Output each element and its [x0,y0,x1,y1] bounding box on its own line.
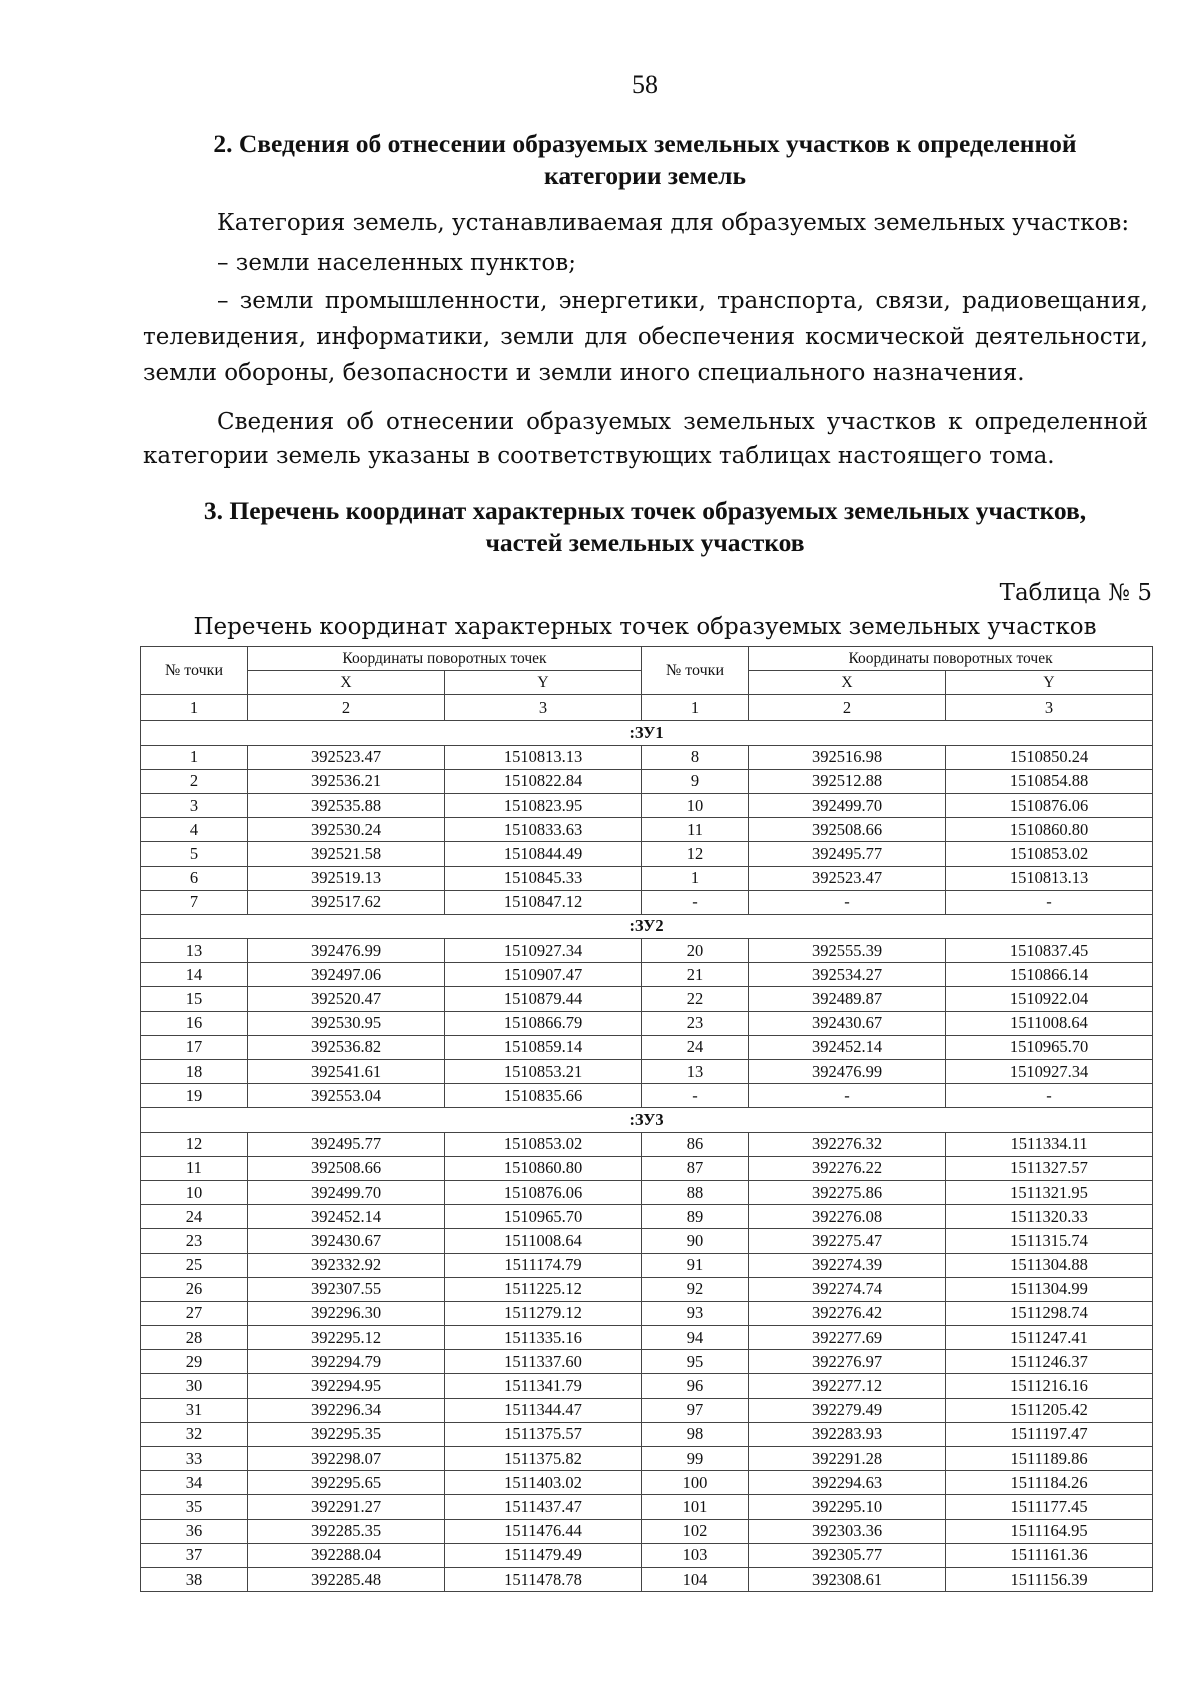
table-row [141,1205,1153,1229]
x-coordinate-cell: 392285.48 [248,1567,445,1591]
point-number-cell: 27 [141,1301,248,1325]
y-coordinate-cell: 1511341.79 [445,1374,642,1398]
x-coordinate-cell: 392296.30 [248,1301,445,1325]
x-coordinate-cell: 392294.63 [749,1471,946,1495]
y-coordinate-cell: 1511156.39 [946,1567,1153,1591]
x-coordinate-cell: 392276.22 [749,1156,946,1180]
point-number-cell: 93 [642,1301,749,1325]
x-coordinate-cell: 392499.70 [248,1180,445,1204]
x-coordinate-cell: 392294.95 [248,1374,445,1398]
point-number-cell: 31 [141,1398,248,1422]
category-note: Сведения об отнесении образуемых земельных участков к определенной категории земель указаны в соответствующих таблицах настоящего тома. [143,409,1148,469]
section-3-heading [140,495,1150,559]
x-coordinate-cell: 392291.27 [248,1495,445,1519]
y-coordinate-cell: 1511334.11 [946,1132,1153,1156]
x-coordinate-cell: 392452.14 [749,1035,946,1059]
section-row [141,1108,1153,1132]
x-coordinate-cell: 392277.12 [749,1374,946,1398]
x-coordinate-cell: 392541.61 [248,1060,445,1084]
table-row [141,1253,1153,1277]
point-number-cell: 12 [141,1132,248,1156]
table-row [141,745,1153,769]
x-coordinate-cell: 392298.07 [248,1447,445,1471]
point-number-cell: 35 [141,1495,248,1519]
point-number-cell: 13 [642,1060,749,1084]
y-coordinate-cell: 1510813.13 [445,745,642,769]
x-coordinate-cell: 392294.79 [248,1350,445,1374]
x-coordinate-cell: 392291.28 [749,1447,946,1471]
y-coordinate-cell: 1511321.95 [946,1180,1153,1204]
point-number-cell: 89 [642,1205,749,1229]
point-number-cell: 23 [141,1229,248,1253]
section-3-heading-line2: частей земельных участков [485,528,805,557]
y-coordinate-cell: 1511279.12 [445,1301,642,1325]
x-coordinate-cell: 392536.82 [248,1035,445,1059]
x-coordinate-cell: 392276.32 [749,1132,946,1156]
column-index: 1 [642,695,749,721]
y-coordinate-cell: 1510833.63 [445,818,642,842]
y-coordinate-cell: 1511320.33 [946,1205,1153,1229]
y-coordinate-cell: 1510965.70 [946,1035,1153,1059]
point-number-cell: 19 [141,1084,248,1108]
y-coordinate-cell: 1510853.21 [445,1060,642,1084]
x-coordinate-cell: 392308.61 [749,1567,946,1591]
point-number-cell: - [642,1084,749,1108]
point-number-cell: 100 [642,1471,749,1495]
y-coordinate-cell: 1510850.24 [946,745,1153,769]
x-coordinate-cell: 392275.86 [749,1180,946,1204]
point-number-cell: 90 [642,1229,749,1253]
x-coordinate-cell: 392452.14 [248,1205,445,1229]
y-coordinate-cell: 1510823.95 [445,793,642,817]
header-point-number: № точки [642,647,749,695]
y-coordinate-cell: 1510845.33 [445,866,642,890]
x-coordinate-cell: - [749,890,946,914]
x-coordinate-cell: 392283.93 [749,1422,946,1446]
point-number-cell: 8 [642,745,749,769]
point-number-cell: 32 [141,1422,248,1446]
point-number-cell: - [642,890,749,914]
point-number-cell: 24 [642,1035,749,1059]
y-coordinate-cell: 1510879.44 [445,987,642,1011]
table-row [141,1422,1153,1446]
y-coordinate-cell: 1511298.74 [946,1301,1153,1325]
point-number-cell: 26 [141,1277,248,1301]
point-number-cell: 23 [642,1011,749,1035]
y-coordinate-cell: 1510844.49 [445,842,642,866]
x-coordinate-cell: 392534.27 [749,963,946,987]
table-row [141,1567,1153,1591]
y-coordinate-cell: 1511161.36 [946,1543,1153,1567]
table-row [141,1060,1153,1084]
x-coordinate-cell: 392430.67 [749,1011,946,1035]
y-coordinate-cell: 1511403.02 [445,1471,642,1495]
point-number-cell: 37 [141,1543,248,1567]
x-coordinate-cell: 392274.74 [749,1277,946,1301]
y-coordinate-cell: 1510859.14 [445,1035,642,1059]
point-number-cell: 22 [642,987,749,1011]
y-coordinate-cell: 1511344.47 [445,1398,642,1422]
point-number-cell: 7 [141,890,248,914]
table-row [141,842,1153,866]
point-number-cell: 4 [141,818,248,842]
x-coordinate-cell: 392276.42 [749,1301,946,1325]
point-number-cell: 10 [642,793,749,817]
x-coordinate-cell: 392523.47 [749,866,946,890]
point-number-cell: 96 [642,1374,749,1398]
column-index: 3 [445,695,642,721]
point-number-cell: 28 [141,1326,248,1350]
point-number-cell: 9 [642,769,749,793]
x-coordinate-cell: 392307.55 [248,1277,445,1301]
x-coordinate-cell: 392517.62 [248,890,445,914]
x-coordinate-cell: 392430.67 [248,1229,445,1253]
point-number-cell: 36 [141,1519,248,1543]
y-coordinate-cell: 1511479.49 [445,1543,642,1567]
point-number-cell: 6 [141,866,248,890]
category-item-industry: – земли промышленности, энергетики, транспорта, связи, радиовещания, телевидения, информатики, земли для обеспечения космической деятельности, земли обороны, безопасности и земли иного специального назначения. [143,288,1148,386]
x-coordinate-cell: 392295.35 [248,1422,445,1446]
section-label: :ЗУ3 [141,1108,1153,1132]
table-row [141,1156,1153,1180]
table-row [141,1447,1153,1471]
point-number-cell: 20 [642,939,749,963]
y-coordinate-cell: 1510835.66 [445,1084,642,1108]
y-coordinate-cell: 1511246.37 [946,1350,1153,1374]
table-row [141,1011,1153,1035]
x-coordinate-cell: 392295.10 [749,1495,946,1519]
section-2-heading [140,128,1150,192]
y-coordinate-cell: 1510907.47 [445,963,642,987]
y-coordinate-cell: 1511008.64 [946,1011,1153,1035]
y-coordinate-cell: 1511008.64 [445,1229,642,1253]
point-number-cell: 21 [642,963,749,987]
point-number-cell: 103 [642,1543,749,1567]
y-coordinate-cell: 1511304.88 [946,1253,1153,1277]
y-coordinate-cell: 1510813.13 [946,866,1153,890]
header-y: Y [946,671,1153,695]
point-number-cell: 11 [642,818,749,842]
x-coordinate-cell: 392277.69 [749,1326,946,1350]
table-row [141,963,1153,987]
y-coordinate-cell: 1511337.60 [445,1350,642,1374]
section-row [141,914,1153,938]
point-number-cell: 33 [141,1447,248,1471]
y-coordinate-cell: 1511327.57 [946,1156,1153,1180]
table-row [141,987,1153,1011]
x-coordinate-cell: 392519.13 [248,866,445,890]
y-coordinate-cell: 1511216.16 [946,1374,1153,1398]
x-coordinate-cell: 392508.66 [248,1156,445,1180]
table-row [141,1495,1153,1519]
coordinates-table [140,646,1153,1592]
table-body [141,721,1153,1592]
point-number-cell: 17 [141,1035,248,1059]
y-coordinate-cell: 1510854.88 [946,769,1153,793]
section-label: :ЗУ2 [141,914,1153,938]
x-coordinate-cell: 392332.92 [248,1253,445,1277]
y-coordinate-cell: 1510822.84 [445,769,642,793]
point-number-cell: 2 [141,769,248,793]
section-3-heading-line1: 3. Перечень координат характерных точек образуемых земельных участков, [203,496,1087,525]
y-coordinate-cell: 1511304.99 [946,1277,1153,1301]
y-coordinate-cell: 1510876.06 [445,1180,642,1204]
point-number-cell: 12 [642,842,749,866]
table-row [141,1543,1153,1567]
point-number-cell: 13 [141,939,248,963]
x-coordinate-cell: 392516.98 [749,745,946,769]
x-coordinate-cell: 392285.35 [248,1519,445,1543]
table-row [141,793,1153,817]
y-coordinate-cell: 1510876.06 [946,793,1153,817]
x-coordinate-cell: 392523.47 [248,745,445,769]
y-coordinate-cell: 1511164.95 [946,1519,1153,1543]
point-number-cell: 3 [141,793,248,817]
y-coordinate-cell: 1510922.04 [946,987,1153,1011]
y-coordinate-cell: - [946,890,1153,914]
point-number-cell: 1 [141,745,248,769]
y-coordinate-cell: - [946,1084,1153,1108]
category-item-settlements: – земли населенных пунктов; [217,250,576,276]
table-row [141,866,1153,890]
table-row [141,1519,1153,1543]
y-coordinate-cell: 1510965.70 [445,1205,642,1229]
x-coordinate-cell: 392489.87 [749,987,946,1011]
x-coordinate-cell: 392276.97 [749,1350,946,1374]
table-row [141,1132,1153,1156]
table-row [141,1350,1153,1374]
y-coordinate-cell: 1511247.41 [946,1326,1153,1350]
point-number-cell: 30 [141,1374,248,1398]
table-title: Перечень координат характерных точек образуемых земельных участков [193,614,1097,640]
x-coordinate-cell: 392495.77 [248,1132,445,1156]
table-row [141,1277,1153,1301]
y-coordinate-cell: 1510853.02 [445,1132,642,1156]
x-coordinate-cell: 392530.95 [248,1011,445,1035]
point-number-cell: 14 [141,963,248,987]
point-number-cell: 11 [141,1156,248,1180]
point-number-cell: 1 [642,866,749,890]
table-row [141,1374,1153,1398]
x-coordinate-cell: - [749,1084,946,1108]
y-coordinate-cell: 1511476.44 [445,1519,642,1543]
y-coordinate-cell: 1511205.42 [946,1398,1153,1422]
y-coordinate-cell: 1510860.80 [946,818,1153,842]
table-row [141,1398,1153,1422]
y-coordinate-cell: 1510866.79 [445,1011,642,1035]
page-number: 58 [632,70,658,99]
point-number-cell: 16 [141,1011,248,1035]
x-coordinate-cell: 392296.34 [248,1398,445,1422]
header-x: X [749,671,946,695]
point-number-cell: 98 [642,1422,749,1446]
x-coordinate-cell: 392476.99 [749,1060,946,1084]
point-number-cell: 24 [141,1205,248,1229]
y-coordinate-cell: 1511335.16 [445,1326,642,1350]
x-coordinate-cell: 392499.70 [749,793,946,817]
table-row [141,890,1153,914]
table-row [141,1180,1153,1204]
section-2-heading-line1: 2. Сведения об отнесении образуемых земельных участков к определенной [213,129,1077,158]
x-coordinate-cell: 392535.88 [248,793,445,817]
y-coordinate-cell: 1510866.14 [946,963,1153,987]
x-coordinate-cell: 392512.88 [749,769,946,793]
point-number-cell: 34 [141,1471,248,1495]
header-y: Y [445,671,642,695]
point-number-cell: 86 [642,1132,749,1156]
x-coordinate-cell: 392303.36 [749,1519,946,1543]
y-coordinate-cell: 1510927.34 [445,939,642,963]
section-2-heading-line2: категории земель [544,161,746,190]
column-index-row [141,695,1153,721]
point-number-cell: 102 [642,1519,749,1543]
x-coordinate-cell: 392275.47 [749,1229,946,1253]
section-label: :ЗУ1 [141,721,1153,745]
x-coordinate-cell: 392274.39 [749,1253,946,1277]
table-row [141,1229,1153,1253]
table-row [141,769,1153,793]
y-coordinate-cell: 1511315.74 [946,1229,1153,1253]
x-coordinate-cell: 392288.04 [248,1543,445,1567]
x-coordinate-cell: 392555.39 [749,939,946,963]
x-coordinate-cell: 392536.21 [248,769,445,793]
y-coordinate-cell: 1511375.82 [445,1447,642,1471]
x-coordinate-cell: 392279.49 [749,1398,946,1422]
table-row [141,1084,1153,1108]
point-number-cell: 38 [141,1567,248,1591]
point-number-cell: 92 [642,1277,749,1301]
y-coordinate-cell: 1510847.12 [445,890,642,914]
x-coordinate-cell: 392508.66 [749,818,946,842]
column-index: 1 [141,695,248,721]
y-coordinate-cell: 1511197.47 [946,1422,1153,1446]
y-coordinate-cell: 1510837.45 [946,939,1153,963]
table-row [141,1301,1153,1325]
x-coordinate-cell: 392521.58 [248,842,445,866]
point-number-cell: 5 [141,842,248,866]
x-coordinate-cell: 392497.06 [248,963,445,987]
y-coordinate-cell: 1511189.86 [946,1447,1153,1471]
x-coordinate-cell: 392305.77 [749,1543,946,1567]
section-row [141,721,1153,745]
y-coordinate-cell: 1511478.78 [445,1567,642,1591]
x-coordinate-cell: 392295.65 [248,1471,445,1495]
x-coordinate-cell: 392495.77 [749,842,946,866]
point-number-cell: 87 [642,1156,749,1180]
point-number-cell: 10 [141,1180,248,1204]
table-row [141,939,1153,963]
point-number-cell: 94 [642,1326,749,1350]
point-number-cell: 25 [141,1253,248,1277]
y-coordinate-cell: 1511225.12 [445,1277,642,1301]
point-number-cell: 29 [141,1350,248,1374]
column-index: 2 [749,695,946,721]
y-coordinate-cell: 1511184.26 [946,1471,1153,1495]
header-coordinates: Координаты поворотных точек [749,647,1153,671]
y-coordinate-cell: 1511375.57 [445,1422,642,1446]
x-coordinate-cell: 392520.47 [248,987,445,1011]
y-coordinate-cell: 1511174.79 [445,1253,642,1277]
y-coordinate-cell: 1510927.34 [946,1060,1153,1084]
y-coordinate-cell: 1510853.02 [946,842,1153,866]
point-number-cell: 15 [141,987,248,1011]
point-number-cell: 18 [141,1060,248,1084]
table-row [141,1326,1153,1350]
x-coordinate-cell: 392295.12 [248,1326,445,1350]
table-row [141,818,1153,842]
y-coordinate-cell: 1511177.45 [946,1495,1153,1519]
point-number-cell: 95 [642,1350,749,1374]
header-x: X [248,671,445,695]
category-intro: Категория земель, устанавливаемая для образуемых земельных участков: [217,210,1130,236]
header-coordinates: Координаты поворотных точек [248,647,642,671]
point-number-cell: 104 [642,1567,749,1591]
table-row [141,1035,1153,1059]
x-coordinate-cell: 392276.08 [749,1205,946,1229]
y-coordinate-cell: 1511437.47 [445,1495,642,1519]
point-number-cell: 101 [642,1495,749,1519]
y-coordinate-cell: 1510860.80 [445,1156,642,1180]
point-number-cell: 91 [642,1253,749,1277]
column-index: 2 [248,695,445,721]
point-number-cell: 99 [642,1447,749,1471]
header-point-number: № точки [141,647,248,695]
table-row [141,1471,1153,1495]
point-number-cell: 97 [642,1398,749,1422]
x-coordinate-cell: 392530.24 [248,818,445,842]
table-number: Таблица № 5 [999,580,1152,606]
column-index: 3 [946,695,1153,721]
point-number-cell: 88 [642,1180,749,1204]
x-coordinate-cell: 392476.99 [248,939,445,963]
x-coordinate-cell: 392553.04 [248,1084,445,1108]
